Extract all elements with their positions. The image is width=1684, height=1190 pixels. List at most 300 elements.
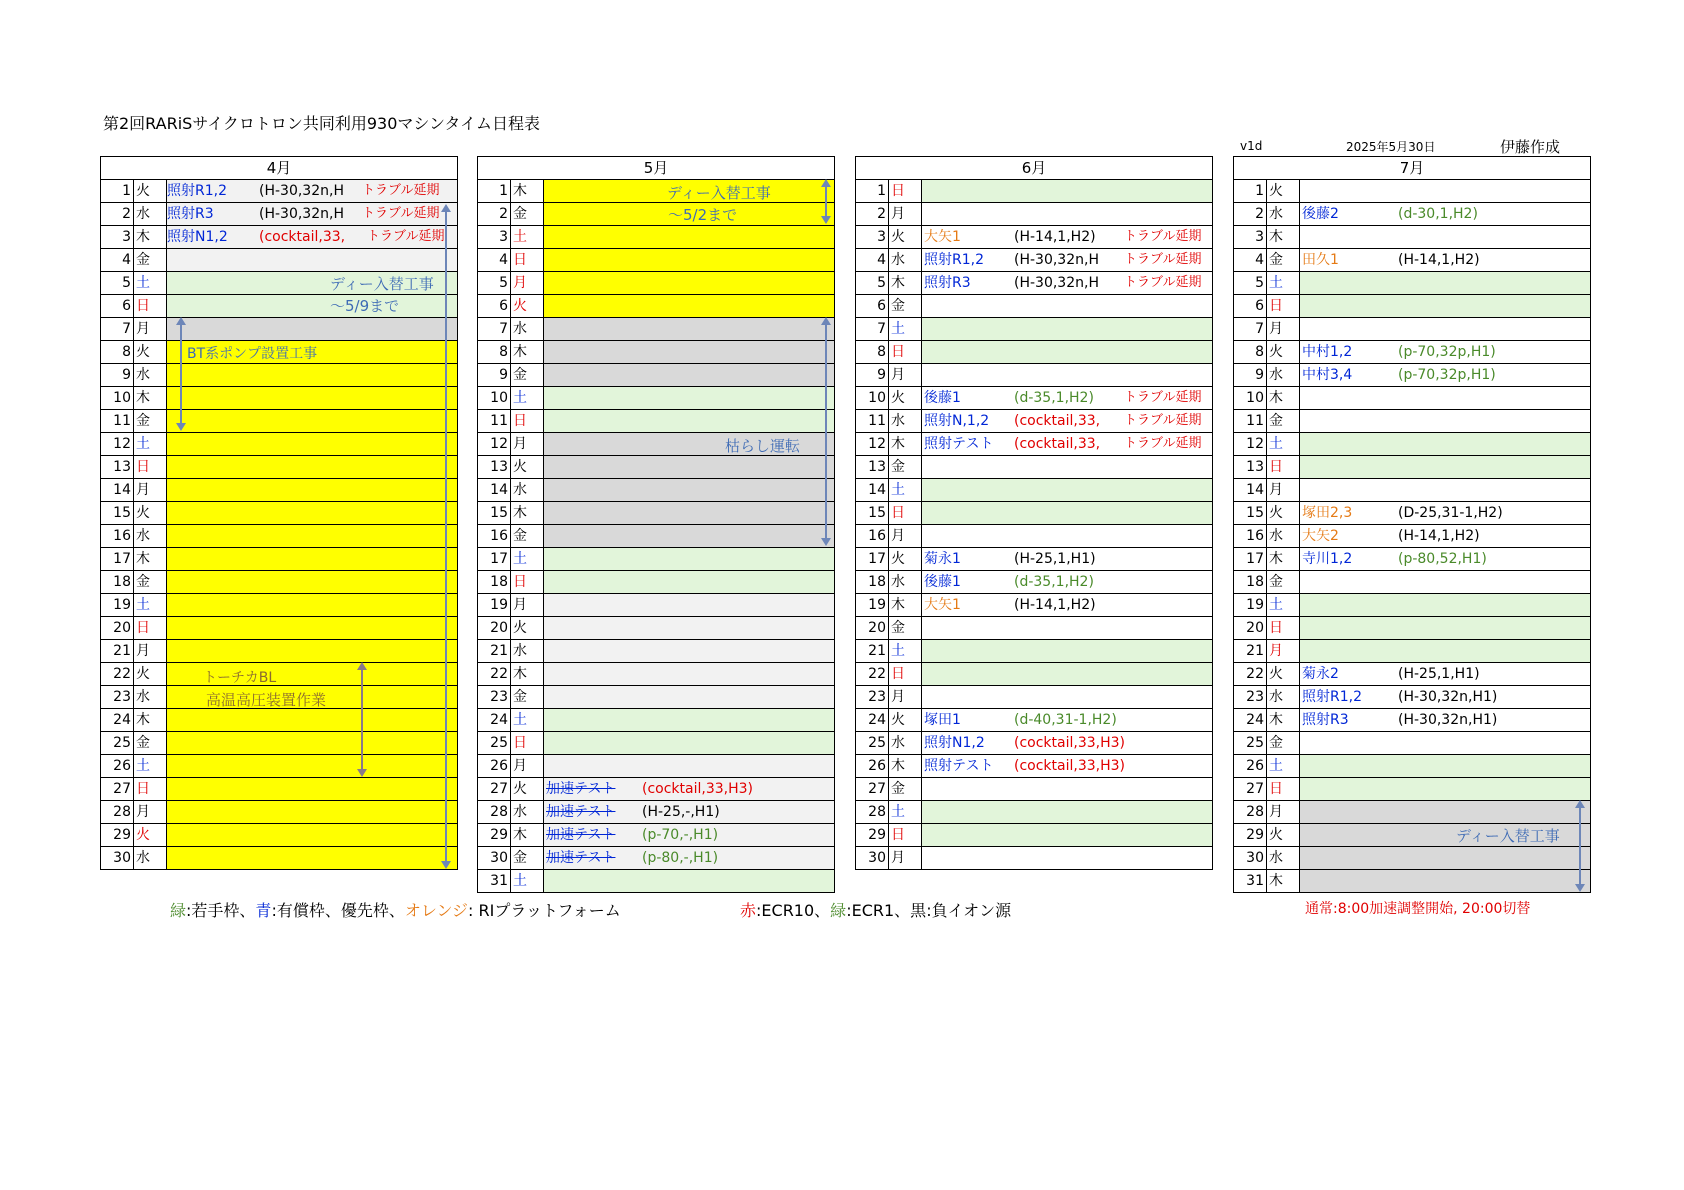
schedule-cell: [167, 502, 458, 525]
calendar-row: [1234, 778, 1591, 801]
weekday: 土: [889, 479, 922, 502]
weekday: 火: [889, 548, 922, 571]
schedule-cell: [922, 502, 1213, 525]
day-number: 16: [478, 525, 511, 548]
schedule-cell: [544, 387, 835, 410]
calendar-row: [856, 778, 1213, 801]
calendar-row: [478, 870, 835, 893]
day-number: 2: [478, 203, 511, 226]
schedule-cell: [922, 686, 1213, 709]
weekday: 日: [511, 249, 544, 272]
schedule-cell: [1300, 502, 1591, 525]
day-number: 23: [1234, 686, 1267, 709]
schedule-cell: [167, 548, 458, 571]
day-number: 3: [478, 226, 511, 249]
schedule-cell: [922, 410, 1213, 433]
schedule-cell: [167, 203, 458, 226]
weekday: 火: [1267, 180, 1300, 203]
schedule-cell: [1300, 341, 1591, 364]
schedule-cell: [922, 594, 1213, 617]
day-number: 26: [1234, 755, 1267, 778]
weekday: 金: [511, 686, 544, 709]
schedule-cell: [1300, 686, 1591, 709]
schedule-entry: 寺川1,2: [1302, 551, 1353, 567]
weekday: 月: [134, 801, 167, 824]
calendar-row: [1234, 479, 1591, 502]
calendar-row: [478, 525, 835, 548]
day-number: 19: [101, 594, 134, 617]
schedule-entry: トラブル延期: [362, 206, 440, 221]
weekday: 日: [1267, 456, 1300, 479]
calendar-may: [477, 156, 835, 893]
weekday: 土: [134, 594, 167, 617]
schedule-entry: (H-25,-,H1): [642, 804, 720, 820]
schedule-cell: [922, 778, 1213, 801]
weekday: 水: [134, 686, 167, 709]
day-number: 17: [856, 548, 889, 571]
schedule-entry: 照射R3: [1302, 712, 1349, 728]
day-number: 24: [478, 709, 511, 732]
normal-operations-note: 通常:8:00加速調整開始, 20:00切替: [1305, 901, 1531, 917]
july-dee-replacement-note: ディー入替工事: [1456, 827, 1560, 845]
schedule-entry: 照射R1,2: [167, 183, 227, 199]
day-number: 22: [478, 663, 511, 686]
calendar-row: [101, 180, 458, 203]
schedule-entry: 照射R1,2: [924, 252, 984, 268]
weekday: 土: [134, 272, 167, 295]
calendar-row: [478, 709, 835, 732]
calendar-row: [1234, 732, 1591, 755]
schedule-cell: [544, 870, 835, 893]
schedule-entry: トラブル延期: [1124, 229, 1202, 244]
legend-orange-text: : RIプラットフォーム: [468, 901, 621, 920]
day-number: 1: [478, 180, 511, 203]
calendar-row: [856, 663, 1213, 686]
calendar-row: [101, 732, 458, 755]
day-number: 23: [478, 686, 511, 709]
weekday: 木: [511, 663, 544, 686]
weekday: 水: [1267, 686, 1300, 709]
weekday: 土: [1267, 433, 1300, 456]
schedule-cell: [544, 594, 835, 617]
schedule-cell: [1300, 226, 1591, 249]
calendar-row: [101, 824, 458, 847]
day-number: 7: [856, 318, 889, 341]
schedule-cell: [167, 732, 458, 755]
day-number: 1: [856, 180, 889, 203]
schedule-cell: [1300, 364, 1591, 387]
weekday: 水: [889, 410, 922, 433]
calendar-row: [856, 456, 1213, 479]
schedule-cell: [922, 456, 1213, 479]
calendar-row: [1234, 341, 1591, 364]
day-number: 9: [478, 364, 511, 387]
calendar-row: [101, 525, 458, 548]
day-number: 21: [478, 640, 511, 663]
weekday: 月: [889, 364, 922, 387]
schedule-entry: 大矢2: [1302, 528, 1339, 544]
schedule-cell: [544, 479, 835, 502]
weekday: 金: [511, 847, 544, 870]
calendar-row: [101, 801, 458, 824]
weekday: 月: [511, 594, 544, 617]
calendar-row: [1234, 272, 1591, 295]
schedule-cell: [922, 801, 1213, 824]
schedule-cell: [922, 755, 1213, 778]
calendar-row: [1234, 709, 1591, 732]
calendar-row: [856, 180, 1213, 203]
day-number: 15: [1234, 502, 1267, 525]
calendar-row: [856, 548, 1213, 571]
weekday: 木: [1267, 226, 1300, 249]
schedule-entry: (p-70,-,H1): [642, 827, 719, 843]
weekday: 月: [1267, 318, 1300, 341]
day-number: 26: [478, 755, 511, 778]
day-number: 6: [101, 295, 134, 318]
schedule-entry: トラブル延期: [1124, 390, 1202, 405]
calendar-row: [1234, 847, 1591, 870]
schedule-cell: [544, 571, 835, 594]
day-number: 20: [101, 617, 134, 640]
day-number: 6: [478, 295, 511, 318]
day-number: 25: [856, 732, 889, 755]
schedule-cell: [922, 203, 1213, 226]
schedule-cell: [1300, 479, 1591, 502]
calendar-row: [1234, 249, 1591, 272]
legend-green2-label: 緑: [830, 901, 847, 920]
schedule-entry: 後藤1: [924, 574, 961, 590]
weekday: 水: [134, 364, 167, 387]
legend-ion-sources: [740, 898, 1011, 921]
weekday: 日: [134, 295, 167, 318]
day-number: 3: [101, 226, 134, 249]
day-number: 13: [101, 456, 134, 479]
calendar-row: [1234, 387, 1591, 410]
day-number: 20: [1234, 617, 1267, 640]
day-number: 7: [478, 318, 511, 341]
schedule-entry: 照射R3: [167, 206, 214, 222]
may-dry-run-note: 枯らし運転: [725, 437, 801, 455]
weekday: 日: [134, 456, 167, 479]
weekday: 日: [1267, 778, 1300, 801]
legend-blue-text: :有償枠、優先枠、: [271, 901, 405, 920]
calendar-row: [478, 663, 835, 686]
day-number: 19: [1234, 594, 1267, 617]
day-number: 30: [478, 847, 511, 870]
calendar-row: [101, 433, 458, 456]
calendar-row: [478, 295, 835, 318]
schedule-cell: [1300, 295, 1591, 318]
schedule-cell: [544, 502, 835, 525]
schedule-entry: 田久1: [1302, 252, 1339, 268]
calendar-row: [856, 479, 1213, 502]
day-number: 21: [1234, 640, 1267, 663]
weekday: 火: [1267, 341, 1300, 364]
schedule-entry: (cocktail,33,H3): [642, 781, 753, 797]
schedule-cell: [922, 525, 1213, 548]
day-number: 31: [1234, 870, 1267, 893]
day-number: 28: [478, 801, 511, 824]
calendar-row: [1234, 502, 1591, 525]
schedule-cell: [544, 709, 835, 732]
weekday: 水: [511, 801, 544, 824]
schedule-cell: [922, 364, 1213, 387]
calendar-row: [1234, 801, 1591, 824]
schedule-entry: (H-14,1,H2): [1398, 252, 1480, 268]
day-number: 10: [1234, 387, 1267, 410]
schedule-entry: 加速テスト: [546, 827, 616, 843]
schedule-cell: [167, 295, 458, 318]
day-number: 17: [1234, 548, 1267, 571]
weekday: 火: [134, 502, 167, 525]
schedule-cell: [167, 249, 458, 272]
weekday: 木: [1267, 548, 1300, 571]
weekday: 火: [889, 387, 922, 410]
calendar-row: [1234, 364, 1591, 387]
day-number: 2: [1234, 203, 1267, 226]
weekday: 木: [134, 226, 167, 249]
schedule-cell: [544, 364, 835, 387]
schedule-cell: [922, 847, 1213, 870]
calendar-row: [478, 341, 835, 364]
schedule-cell: [1300, 203, 1591, 226]
calendar-row: [478, 318, 835, 341]
day-number: 11: [1234, 410, 1267, 433]
may-dry-run-arrow: [818, 317, 834, 546]
day-number: 18: [856, 571, 889, 594]
weekday: 水: [889, 732, 922, 755]
calendar-row: [856, 502, 1213, 525]
schedule-entry: 加速テスト: [546, 804, 616, 820]
weekday: 月: [889, 525, 922, 548]
weekday: 月: [134, 640, 167, 663]
day-number: 5: [478, 272, 511, 295]
day-number: 1: [1234, 180, 1267, 203]
day-number: 4: [856, 249, 889, 272]
calendar-row: [101, 364, 458, 387]
day-number: 15: [478, 502, 511, 525]
april-dee-replacement-note: ディー入替工事: [330, 275, 434, 293]
april-high-temp-note: 高温高圧装置作業: [206, 691, 327, 709]
schedule-cell: [922, 732, 1213, 755]
calendar-row: [101, 847, 458, 870]
schedule-entry: 菊永2: [1302, 666, 1339, 682]
calendar-row: [101, 709, 458, 732]
calendar-row: [1234, 686, 1591, 709]
calendar-row: [478, 801, 835, 824]
calendar-row: [101, 755, 458, 778]
weekday: 月: [134, 318, 167, 341]
calendar-row: [478, 387, 835, 410]
schedule-cell: [544, 548, 835, 571]
day-number: 6: [856, 295, 889, 318]
calendar-row: [856, 571, 1213, 594]
weekday: 日: [134, 617, 167, 640]
day-number: 12: [101, 433, 134, 456]
day-number: 2: [856, 203, 889, 226]
day-number: 4: [478, 249, 511, 272]
weekday: 木: [889, 755, 922, 778]
schedule-cell: [922, 226, 1213, 249]
calendar-row: [856, 364, 1213, 387]
day-number: 26: [856, 755, 889, 778]
day-number: 29: [478, 824, 511, 847]
calendar-row: [101, 617, 458, 640]
schedule-entry: 照射R3: [924, 275, 971, 291]
calendar-row: [478, 456, 835, 479]
weekday: 水: [1267, 364, 1300, 387]
day-number: 12: [478, 433, 511, 456]
calendar-row: [856, 387, 1213, 410]
schedule-entry: (H-30,32n,H1): [1398, 712, 1498, 728]
weekday: 水: [511, 479, 544, 502]
schedule-cell: [1300, 456, 1591, 479]
weekday: 火: [511, 617, 544, 640]
schedule-cell: [167, 318, 458, 341]
day-number: 8: [1234, 341, 1267, 364]
weekday: 日: [511, 571, 544, 594]
weekday: 土: [889, 640, 922, 663]
day-number: 8: [101, 341, 134, 364]
schedule-entry: (d-35,1,H2): [1014, 390, 1094, 406]
calendar-row: [478, 226, 835, 249]
calendar-row: [101, 318, 458, 341]
schedule-cell: [167, 847, 458, 870]
calendar-row: [101, 456, 458, 479]
schedule-entry: トラブル延期: [1124, 436, 1202, 451]
schedule-entry: (cocktail,33,: [1014, 436, 1101, 452]
schedule-entry: 中村3,4: [1302, 367, 1353, 383]
schedule-cell: [1300, 180, 1591, 203]
day-number: 10: [101, 387, 134, 410]
schedule-entry: 加速テスト: [546, 781, 616, 797]
day-number: 16: [101, 525, 134, 548]
day-number: 25: [1234, 732, 1267, 755]
calendar-row: [1234, 203, 1591, 226]
weekday: 木: [134, 709, 167, 732]
april-dee-until-note: ～5/9まで: [330, 297, 400, 315]
weekday: 日: [889, 824, 922, 847]
weekday: 木: [511, 180, 544, 203]
schedule-cell: [1300, 387, 1591, 410]
schedule-entry: トラブル延期: [1124, 275, 1202, 290]
day-number: 11: [478, 410, 511, 433]
weekday: 土: [889, 801, 922, 824]
weekday: 火: [511, 456, 544, 479]
calendar-row: [101, 594, 458, 617]
weekday: 火: [1267, 502, 1300, 525]
schedule-cell: [922, 387, 1213, 410]
schedule-cell: [167, 525, 458, 548]
weekday: 火: [134, 341, 167, 364]
day-number: 11: [101, 410, 134, 433]
calendar-row: [101, 778, 458, 801]
schedule-entry: 照射N1,2: [167, 229, 228, 245]
calendar-row: [856, 249, 1213, 272]
weekday: 水: [889, 571, 922, 594]
schedule-cell: [167, 824, 458, 847]
schedule-cell: [1300, 249, 1591, 272]
weekday: 金: [1267, 571, 1300, 594]
schedule-cell: [167, 433, 458, 456]
calendar-row: [1234, 456, 1591, 479]
april-torch-bl-note: トーチカBL: [203, 670, 277, 686]
schedule-cell: [922, 663, 1213, 686]
calendar-row: [1234, 571, 1591, 594]
may-dee-until-note: ～5/2まで: [668, 206, 738, 224]
schedule-cell: [922, 318, 1213, 341]
calendar-row: [1234, 755, 1591, 778]
day-number: 24: [1234, 709, 1267, 732]
calendar-row: [856, 732, 1213, 755]
schedule-cell: [167, 410, 458, 433]
weekday: 金: [511, 525, 544, 548]
schedule-entry: 塚田2,3: [1302, 505, 1353, 521]
weekday: 木: [1267, 387, 1300, 410]
schedule-cell: [544, 226, 835, 249]
schedule-entry: トラブル延期: [1124, 252, 1202, 267]
weekday: 土: [134, 433, 167, 456]
schedule-cell: [167, 594, 458, 617]
calendar-row: [1234, 433, 1591, 456]
calendar-row: [478, 364, 835, 387]
calendar-june: [855, 156, 1213, 870]
calendar-row: [856, 847, 1213, 870]
schedule-entry: (H-25,1,H1): [1014, 551, 1096, 567]
day-number: 20: [478, 617, 511, 640]
schedule-cell: [544, 801, 835, 824]
schedule-cell: [922, 433, 1213, 456]
schedule-entry: (H-30,32n,H: [1014, 252, 1099, 268]
calendar-row: [1234, 594, 1591, 617]
schedule-entry: (cocktail,33,: [259, 229, 346, 245]
weekday: 水: [1267, 203, 1300, 226]
calendar-row: [856, 226, 1213, 249]
day-number: 18: [101, 571, 134, 594]
weekday: 木: [889, 272, 922, 295]
calendar-row: [856, 824, 1213, 847]
day-number: 12: [1234, 433, 1267, 456]
schedule-entry: 加速テスト: [546, 850, 616, 866]
day-number: 31: [478, 870, 511, 893]
calendar-row: [478, 272, 835, 295]
schedule-cell: [922, 571, 1213, 594]
schedule-cell: [922, 548, 1213, 571]
schedule-entry: (H-30,32n,H: [259, 183, 344, 199]
weekday: 日: [889, 341, 922, 364]
calendar-row: [101, 410, 458, 433]
weekday: 土: [511, 870, 544, 893]
schedule-cell: [167, 640, 458, 663]
weekday: 日: [889, 663, 922, 686]
calendar-row: [856, 318, 1213, 341]
day-number: 30: [101, 847, 134, 870]
calendar-row: [478, 180, 835, 203]
schedule-entry: (p-80,-,H1): [642, 850, 719, 866]
schedule-cell: [544, 663, 835, 686]
calendar-row: [101, 295, 458, 318]
schedule-cell: [1300, 801, 1591, 824]
calendar-row: [101, 640, 458, 663]
document-title: 第2回RARiSサイクロトロン共同利用930マシンタイム日程表: [103, 114, 541, 133]
schedule-cell: [544, 272, 835, 295]
day-number: 14: [1234, 479, 1267, 502]
schedule-cell: [1300, 617, 1591, 640]
schedule-cell: [544, 456, 835, 479]
day-number: 27: [1234, 778, 1267, 801]
schedule-entry: (cocktail,33,H3): [1014, 735, 1125, 751]
day-number: 18: [478, 571, 511, 594]
